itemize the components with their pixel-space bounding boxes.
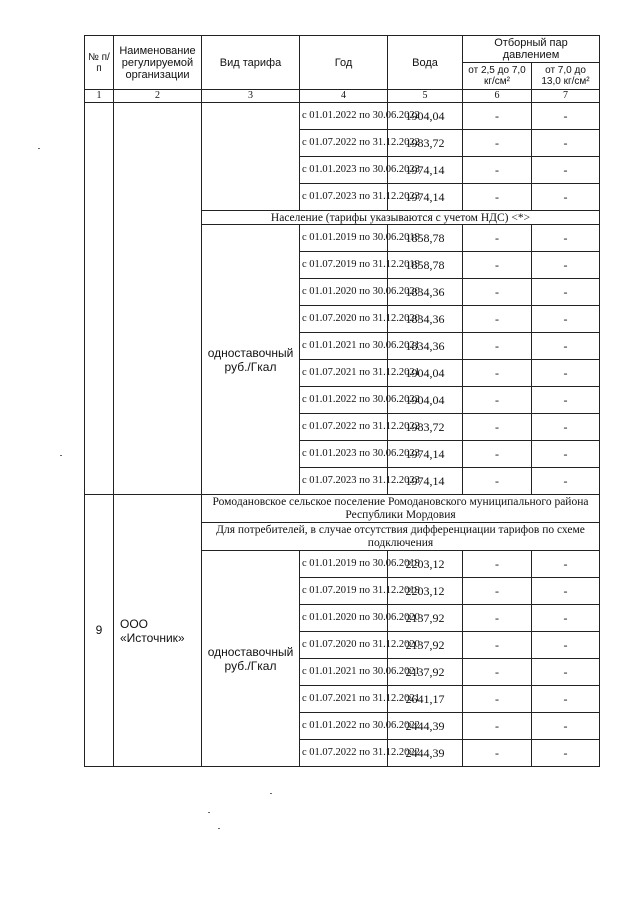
steam-b-value: -	[532, 713, 600, 740]
year-cell: с 01.01.2023 по 30.06.2023	[300, 157, 388, 184]
steam-a-value: -	[463, 740, 532, 767]
year-cell: с 01.07.2022 по 31.12.2022	[300, 740, 388, 767]
water-value: 1974,14	[388, 441, 463, 468]
steam-a-value: -	[463, 103, 532, 130]
steam-b-value: -	[532, 686, 600, 713]
steam-a-value: -	[463, 184, 532, 211]
steam-a-value: -	[463, 252, 532, 279]
steam-a-value: -	[463, 713, 532, 740]
year-cell: с 01.07.2021 по 31.12.2021	[300, 360, 388, 387]
steam-a-value: -	[463, 659, 532, 686]
tariff-cell	[202, 103, 300, 211]
water-value: 1983,72	[388, 130, 463, 157]
steam-b-value: -	[532, 225, 600, 252]
year-cell: с 01.07.2022 по 31.12.2022	[300, 414, 388, 441]
year-cell: с 01.01.2019 по 30.06.2019	[300, 225, 388, 252]
header-steam-a: от 2,5 до 7,0 кг/см²	[463, 63, 532, 90]
steam-a-value: -	[463, 686, 532, 713]
water-value: 2137,92	[388, 659, 463, 686]
steam-b-value: -	[532, 659, 600, 686]
steam-b-value: -	[532, 632, 600, 659]
steam-b-value: -	[532, 279, 600, 306]
water-value: 1858,78	[388, 252, 463, 279]
year-cell: с 01.01.2021 по 30.06.2021	[300, 659, 388, 686]
steam-b-value: -	[532, 157, 600, 184]
steam-a-value: -	[463, 333, 532, 360]
population-header: Население (тарифы указываются с учетом НДС) <*>	[202, 211, 600, 225]
water-value: 1858,78	[388, 225, 463, 252]
steam-b-value: -	[532, 740, 600, 767]
year-cell: с 01.07.2022 по 31.12.2022	[300, 130, 388, 157]
steam-b-value: -	[532, 605, 600, 632]
header-org: Наименование регулируемой организации	[114, 36, 202, 90]
water-value: 2203,12	[388, 578, 463, 605]
steam-a-value: -	[463, 225, 532, 252]
steam-b-value: -	[532, 184, 600, 211]
water-value: 2137,92	[388, 632, 463, 659]
steam-a-value: -	[463, 414, 532, 441]
steam-b-value: -	[532, 103, 600, 130]
location-header: Ромодановское сельское поселение Ромодановского муниципального района Республики Мордовия	[202, 495, 600, 523]
year-cell: с 01.07.2019 по 31.12.2019	[300, 578, 388, 605]
water-value: 2444,39	[388, 740, 463, 767]
steam-b-value: -	[532, 306, 600, 333]
header-steam-b: от 7,0 до 13,0 кг/см²	[532, 63, 600, 90]
steam-b-value: -	[532, 387, 600, 414]
steam-a-value: -	[463, 387, 532, 414]
year-cell: с 01.01.2022 по 30.06.2022	[300, 713, 388, 740]
year-cell: с 01.07.2020 по 31.12.2020	[300, 306, 388, 333]
scan-speck	[270, 793, 272, 794]
year-cell: с 01.01.2023 по 30.06.2023	[300, 441, 388, 468]
col-number: 1	[85, 90, 114, 103]
num-cell	[85, 103, 114, 495]
header-steam: Отборный пар давлением	[463, 36, 600, 63]
year-cell: с 01.01.2019 по 30.06.2019	[300, 551, 388, 578]
steam-a-value: -	[463, 130, 532, 157]
steam-a-value: -	[463, 632, 532, 659]
steam-a-value: -	[463, 360, 532, 387]
steam-b-value: -	[532, 130, 600, 157]
steam-b-value: -	[532, 441, 600, 468]
table-header	[85, 36, 600, 103]
column-number-row	[85, 90, 600, 103]
steam-b-value: -	[532, 360, 600, 387]
steam-a-value: -	[463, 551, 532, 578]
table-row	[85, 103, 600, 130]
num-cell: 9	[85, 495, 114, 767]
water-value: 2641,17	[388, 686, 463, 713]
col-number: 7	[532, 90, 600, 103]
steam-a-value: -	[463, 157, 532, 184]
table-body	[85, 103, 600, 767]
steam-a-value: -	[463, 306, 532, 333]
year-cell: с 01.07.2023 по 31.12.2023	[300, 184, 388, 211]
water-value: 1834,36	[388, 279, 463, 306]
scan-speck	[208, 812, 210, 813]
water-value: 1904,04	[388, 103, 463, 130]
year-cell: с 01.07.2023 по 31.12.2023	[300, 468, 388, 495]
year-cell: с 01.01.2022 по 30.06.2022	[300, 103, 388, 130]
steam-a-value: -	[463, 441, 532, 468]
steam-a-value: -	[463, 605, 532, 632]
year-cell: с 01.01.2020 по 30.06.2020	[300, 279, 388, 306]
scan-speck	[60, 455, 62, 456]
water-value: 1974,14	[388, 157, 463, 184]
tariff-type: одноставочный руб./Гкал	[202, 225, 300, 495]
section-row	[85, 495, 600, 523]
steam-a-value: -	[463, 279, 532, 306]
steam-a-value: -	[463, 468, 532, 495]
water-value: 1904,04	[388, 360, 463, 387]
water-value: 1974,14	[388, 468, 463, 495]
water-value: 1983,72	[388, 414, 463, 441]
steam-a-value: -	[463, 578, 532, 605]
scan-speck	[218, 828, 220, 829]
scan-speck	[38, 148, 40, 149]
col-number: 4	[300, 90, 388, 103]
water-value: 2203,12	[388, 551, 463, 578]
col-number: 2	[114, 90, 202, 103]
steam-b-value: -	[532, 252, 600, 279]
tariff-table	[84, 35, 600, 767]
water-value: 1904,04	[388, 387, 463, 414]
year-cell: с 01.07.2021 по 31.12.2021	[300, 686, 388, 713]
year-cell: с 01.01.2022 по 30.06.2022	[300, 387, 388, 414]
tariff-type: одноставочный руб./Гкал	[202, 551, 300, 767]
organization-name: ООО «Источник»	[114, 495, 202, 767]
water-value: 2444,39	[388, 713, 463, 740]
col-number: 3	[202, 90, 300, 103]
header-num: № п/п	[85, 36, 114, 90]
year-cell: с 01.01.2020 по 30.06.2020	[300, 605, 388, 632]
steam-b-value: -	[532, 333, 600, 360]
year-cell: с 01.01.2021 по 30.06.2021	[300, 333, 388, 360]
water-value: 1974,14	[388, 184, 463, 211]
col-number: 5	[388, 90, 463, 103]
org-cell	[114, 103, 202, 495]
water-value: 1834,36	[388, 306, 463, 333]
col-number: 6	[463, 90, 532, 103]
steam-b-value: -	[532, 578, 600, 605]
header-year: Год	[300, 36, 388, 90]
year-cell: с 01.07.2019 по 31.12.2019	[300, 252, 388, 279]
header-water: Вода	[388, 36, 463, 90]
steam-b-value: -	[532, 414, 600, 441]
header-tariff: Вид тарифа	[202, 36, 300, 90]
year-cell: с 01.07.2020 по 31.12.2020	[300, 632, 388, 659]
water-value: 2137,92	[388, 605, 463, 632]
consumers-header: Для потребителей, в случае отсутствия дифференциации тарифов по схеме подключения	[202, 523, 600, 551]
water-value: 1834,36	[388, 333, 463, 360]
steam-b-value: -	[532, 468, 600, 495]
steam-b-value: -	[532, 551, 600, 578]
